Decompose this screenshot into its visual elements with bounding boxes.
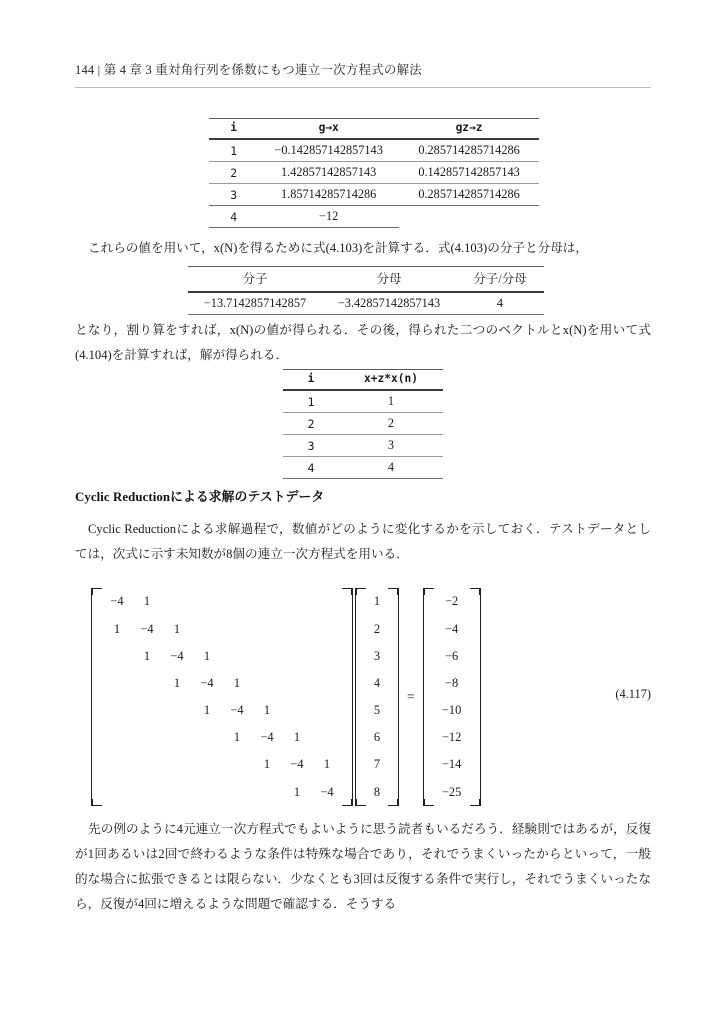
matrix-cell-empty <box>192 751 222 778</box>
paragraph-text: これらの値を用いて，x(N)を得るために式(4.103)を計算する．式(4.103)の分子と分母は， <box>88 241 588 255</box>
matrix-cell-empty <box>162 724 192 751</box>
table-row <box>209 206 539 228</box>
rhs-vector <box>434 588 470 806</box>
col-header-numerator: 分子 <box>242 272 268 286</box>
matrix-cell-empty <box>132 779 162 806</box>
col-header-denominator: 分母 <box>376 272 402 286</box>
unknown-vector-cell: 5 <box>373 703 381 718</box>
col-header-gx: g→x <box>318 121 339 134</box>
row-index: 2 <box>230 165 238 180</box>
rhs-vector-cell: −25 <box>441 784 462 799</box>
matrix-cell-empty <box>192 724 222 751</box>
matrix-cell: 1 <box>323 757 331 772</box>
matrix-cell-empty <box>102 697 132 724</box>
paragraph-text: 先の例のように4元連立一次方程式でもよいように思う読者もいるだろう．経験則ではあるが，反復が1回あるいは2回で終わるような条件は特殊な場合であり，それでうまくいったからといって，一般的な場合に拡張できるとは限らない．少なくとも3回は反復する条件で実行し，それでうまくいったなら，反復が4回に増えるような問題で確認する．そうする <box>75 822 651 911</box>
matrix-cell: 1 <box>293 784 301 799</box>
matrix-cell: 1 <box>173 675 181 690</box>
table-header-row <box>283 370 443 391</box>
unknown-vector-cell: 7 <box>373 757 381 772</box>
matrix-cell-empty <box>192 779 222 806</box>
matrix-bracket-left-icon <box>91 588 101 806</box>
matrix-cell: 1 <box>203 648 211 663</box>
paragraph-iteration-discussion <box>75 817 651 917</box>
unknown-vector-cell: 1 <box>373 594 381 609</box>
table-row <box>283 390 443 413</box>
cell-value: 1 <box>387 394 395 408</box>
matrix-cell: −4 <box>260 730 274 745</box>
row-index: 4 <box>209 206 258 228</box>
table-header-row <box>188 267 544 293</box>
matrix-cell: −4 <box>170 648 184 663</box>
matrix-cell-empty <box>282 670 312 697</box>
matrix-cell-empty <box>312 588 342 615</box>
col-header-i: i <box>307 372 315 385</box>
matrix-cell-empty <box>282 697 312 724</box>
equals-sign: = <box>407 689 415 704</box>
matrix-cell-empty <box>132 670 162 697</box>
table-row <box>209 162 539 184</box>
unknown-vector-cell: 8 <box>373 784 381 799</box>
matrix-cell-empty <box>312 670 342 697</box>
table-row <box>283 413 443 435</box>
rhs-vector-cell: −2 <box>445 594 459 609</box>
matrix-cell-empty <box>162 779 192 806</box>
matrix-cell: 1 <box>233 730 241 745</box>
matrix-cell-empty <box>162 697 192 724</box>
rhs-bracket-right-icon <box>471 588 481 806</box>
cell-value: 2 <box>387 416 395 430</box>
row-index: 3 <box>230 187 238 202</box>
coefficient-matrix <box>102 588 342 806</box>
equation-block-4-117 <box>75 588 651 806</box>
table-header-row <box>209 119 539 140</box>
cell-gzz: 0.142857142857143 <box>418 165 520 179</box>
matrix-cell-empty <box>222 779 252 806</box>
matrix-cell: 1 <box>143 594 151 609</box>
matrix-cell-empty <box>102 751 132 778</box>
matrix-cell-empty <box>222 643 252 670</box>
cell-gx: 1.85714285714286 <box>281 187 377 201</box>
matrix-cell-empty <box>102 643 132 670</box>
rhs-vector-cell: −8 <box>445 675 459 690</box>
matrix-bracket-right-icon <box>343 588 353 806</box>
paragraph-text: Cyclic Reductionによる求解過程で，数値がどのように変化するかを示しておく．テストデータとしては，次式に示す未知数が8個の連立一次方程式を用いる． <box>75 522 651 561</box>
unknown-vector <box>366 588 388 806</box>
matrix-cell: −4 <box>290 757 304 772</box>
table-row <box>188 292 544 315</box>
unknown-vector-cell: 4 <box>373 675 381 690</box>
unknown-vector-cell: 6 <box>373 730 381 745</box>
rhs-vector-cell: −10 <box>441 703 462 718</box>
running-head-rule <box>75 87 651 88</box>
paragraph-text: となり，割り算をすれば，x(N)の値が得られる．その後，得られた二つのベクトルとx(N)を用いて式(4.104)を計算すれば，解が得られる． <box>75 323 651 362</box>
vector-bracket-right-icon <box>389 588 399 806</box>
matrix-cell-empty <box>252 588 282 615</box>
matrix-cell-empty <box>162 751 192 778</box>
row-index: 3 <box>307 438 315 453</box>
rhs-vector-cell: −6 <box>445 648 459 663</box>
table-solution <box>283 369 443 479</box>
matrix-cell-empty <box>312 724 342 751</box>
matrix-cell: −4 <box>110 594 124 609</box>
matrix-cell-empty <box>192 588 222 615</box>
matrix-cell-empty <box>162 588 192 615</box>
matrix-cell-empty <box>102 670 132 697</box>
matrix-cell-empty <box>222 588 252 615</box>
table-row <box>283 435 443 457</box>
matrix-cell-empty <box>252 615 282 642</box>
cell-numerator: −13.7142857142857 <box>203 296 307 310</box>
paragraph-compute-xN <box>75 236 651 261</box>
matrix-cell: 1 <box>263 757 271 772</box>
table-gx-gzz <box>209 118 539 228</box>
cell-denominator: −3.42857142857143 <box>337 296 441 310</box>
matrix-cell-empty <box>192 615 222 642</box>
row-index: 1 <box>307 394 315 409</box>
rhs-bracket-left-icon <box>423 588 433 806</box>
matrix-cell-empty <box>282 615 312 642</box>
cell-ratio: 4 <box>496 296 504 310</box>
cell-gzz: 0.285714285714286 <box>418 143 520 157</box>
matrix-cell-empty <box>312 643 342 670</box>
matrix-cell-empty <box>102 779 132 806</box>
unknown-vector-cell: 2 <box>373 621 381 636</box>
matrix-cell-empty <box>222 615 252 642</box>
matrix-cell: 1 <box>263 703 271 718</box>
table-row <box>283 457 443 479</box>
matrix-cell-empty <box>312 615 342 642</box>
matrix-cell-empty <box>252 670 282 697</box>
matrix-cell: −4 <box>200 675 214 690</box>
matrix-cell-empty <box>282 643 312 670</box>
matrix-cell: 1 <box>203 703 211 718</box>
col-header-gzz: gz→z <box>455 121 483 134</box>
col-header-xzxn: x+z*x(n) <box>364 372 418 385</box>
cell-gx: −0.142857142857143 <box>274 143 383 157</box>
matrix-cell-empty <box>312 697 342 724</box>
matrix-cell-empty <box>132 697 162 724</box>
matrix-cell: 1 <box>233 675 241 690</box>
paragraph-division-result <box>75 318 651 368</box>
matrix-cell-empty <box>252 779 282 806</box>
matrix-cell: 1 <box>113 621 121 636</box>
cell-value: 4 <box>387 460 395 474</box>
matrix-cell: 1 <box>293 730 301 745</box>
cell-gx: −12 <box>258 206 399 228</box>
matrix-cell-empty <box>252 643 282 670</box>
equation-number: (4.117) <box>615 687 651 701</box>
matrix-cell-empty <box>222 751 252 778</box>
matrix-cell: 1 <box>173 621 181 636</box>
table-row <box>209 139 539 162</box>
running-head: 144 | 第 4 章 3 重対角行列を係数にもつ連立一次方程式の解法 <box>75 63 423 77</box>
col-header-i: i <box>230 121 237 134</box>
cell-gx: 1.42857142857143 <box>281 165 377 179</box>
row-index: 4 <box>307 460 315 475</box>
matrix-cell-empty <box>132 751 162 778</box>
row-index: 1 <box>230 143 238 158</box>
cell-value: 3 <box>387 438 395 452</box>
matrix-cell: 1 <box>143 648 151 663</box>
paragraph-test-data <box>75 517 651 567</box>
vector-bracket-left-icon <box>355 588 365 806</box>
matrix-cell: −4 <box>140 621 154 636</box>
matrix-cell-empty <box>132 724 162 751</box>
unknown-vector-cell: 3 <box>373 648 381 663</box>
matrix-cell-empty <box>282 588 312 615</box>
table-fraction <box>188 266 544 315</box>
matrix-cell: −4 <box>230 703 244 718</box>
row-index: 2 <box>307 416 315 431</box>
matrix-cell-empty <box>102 724 132 751</box>
section-heading-cyclic-reduction: Cyclic Reductionによる求解のテストデータ <box>75 490 325 504</box>
matrix-cell: −4 <box>320 784 334 799</box>
cell-gzz-empty <box>399 206 539 228</box>
table-row <box>209 184 539 206</box>
equation-row <box>90 588 482 806</box>
col-header-ratio: 分子/分母 <box>473 272 527 286</box>
cell-gzz: 0.285714285714286 <box>418 187 520 201</box>
rhs-vector-cell: −14 <box>441 757 462 772</box>
rhs-vector-cell: −12 <box>441 730 462 745</box>
rhs-vector-cell: −4 <box>445 621 459 636</box>
